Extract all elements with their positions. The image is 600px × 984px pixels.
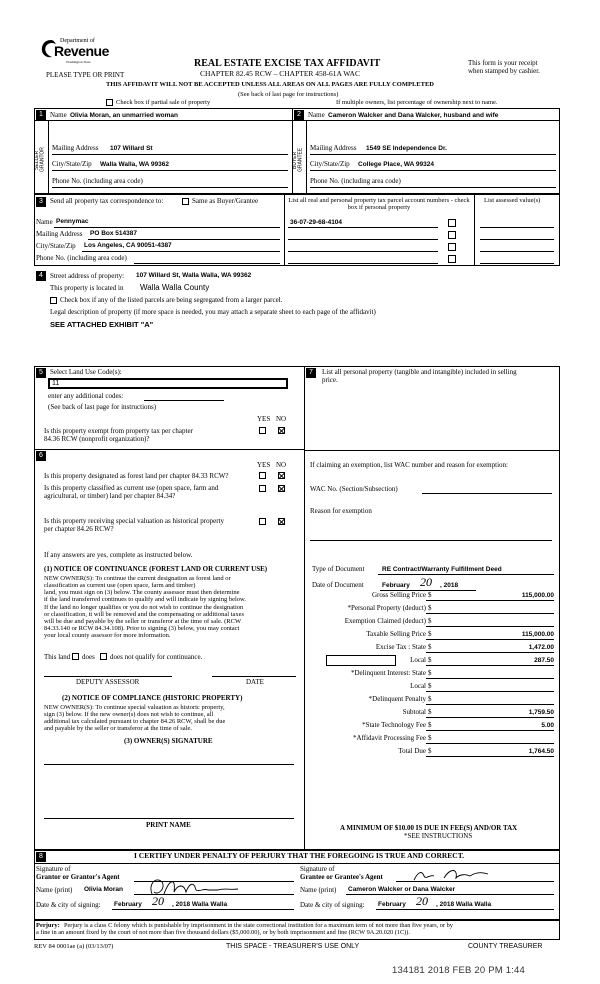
grantor-name[interactable]: Olivia Moran [84,886,124,893]
seller-city-label: City/State/Zip [52,160,92,168]
tax-row-line [426,652,554,653]
logo-subtitle: Washington State [66,60,91,64]
notice-continuance-body: NEW OWNER(S): To continue the current designation as forest land or classification as current use (open space, farm and timber) land, you must sign on (3) below. The county assessor must then determine if the land transferred continues to qualify and will indicate by signing below. If the land no longer qualifies or you do not wish to continue the designation or classification, it will be removed and the compensating or additional taxes will be due and payable by the seller or transferor at the time of sale. (RCW 84.33.140 or RCW 84.34.108). Prior to signing (3) below, you may contact your local county assessor for more information. [44,575,246,640]
forest-land-question: Is this property designated as forest land per chapter 84.33 RCW? [44,472,229,480]
minimum-fee-note: A MINIMUM OF $10.00 IS DUE IN FEE(S) AND/OR TAX [340,824,518,832]
parcel-personal-checkbox-4[interactable] [448,255,456,263]
tax-row-line [426,691,554,692]
segregated-checkbox[interactable] [50,297,57,304]
grantee-sig-label: Signature of [300,865,335,873]
no-header-6: NO [276,461,287,469]
tax-row-line [426,717,554,718]
doc-date-label: Date of Document [312,581,364,589]
tax-row-label: Gross Selling Price [371,591,426,599]
grantor-date-year-city[interactable]: , 2018 Walla Walla [172,901,228,908]
doc-date-year[interactable]: , 2018 [440,581,459,589]
land-use-see-back: (See back of last page for instructions) [48,403,157,411]
current-use-question: Is this property classified as current use (open space, farm and agricultural, or timber) land per chapter 84.34? [44,484,219,500]
tax-row-label: *Affidavit Processing Fee [353,734,426,742]
tax-row-value[interactable]: 1,472.00 [528,643,554,651]
buyer-address-label: Mailing Address [310,144,357,152]
county-treasurer: COUNTY TREASURER [468,943,543,950]
parcel-personal-checkbox-2[interactable] [448,231,456,239]
seller-side-label: SELLER GRANTOR [34,147,46,173]
tax-row-dollar: $ [428,734,432,742]
land-use-label: Select Land Use Code(s): [50,368,122,376]
see-back: (See back of last page for instructions) [238,91,339,98]
partial-sale-label: Check box if partial sale of property [116,99,211,106]
send-name[interactable]: Pennymac [56,218,89,225]
section-8-number: 8 [36,852,46,862]
tax-row-line [426,678,554,679]
tax-row-line [426,665,554,666]
tax-row-dollar: $ [428,617,432,625]
section-2-number: 2 [294,110,304,120]
tax-row-label: Exemption Claimed (deduct) [344,617,426,625]
send-address-label: Mailing Address [36,230,83,238]
street-address-label: Street address of property: [50,272,125,280]
form-chapter: CHAPTER 82.45 RCW – CHAPTER 458-61A WAC [200,69,360,78]
tax-row-dollar: $ [428,669,432,677]
current-use-yes-checkbox[interactable] [259,485,266,492]
grantor-sig-label-2: Grantor or Grantor's Agent [36,873,120,881]
revenue-logo [40,34,109,68]
forest-yes-checkbox[interactable] [259,472,266,479]
please-type: PLEASE TYPE OR PRINT [46,71,125,79]
tax-row-dollar: $ [428,604,432,612]
section-4-number: 4 [36,271,46,281]
does-not-label: does not qualify for continuance. [110,653,203,661]
parcel-number[interactable]: 36-07-29-68-4104 [290,219,343,226]
yes-header-6: YES [257,461,271,469]
send-phone-label: Phone No. (including area code) [36,254,127,262]
notice-compliance-title: (2) NOTICE OF COMPLIANCE (HISTORIC PROPERTY) [62,694,243,702]
tax-row-dollar: $ [428,721,432,729]
send-city[interactable]: Los Angeles, CA 90051-4387 [84,242,172,249]
logo-word: Revenue [54,43,109,59]
treasurer-space: THIS SPACE - TREASURER'S USE ONLY [226,943,360,950]
owner-signature-label: (3) OWNER(S) SIGNATURE [124,737,213,745]
deputy-date-label: DATE [246,678,264,686]
tax-row-dollar: $ [428,591,432,599]
seller-address[interactable]: 107 Willard St [110,144,153,152]
segregated-label: Check box if any of the listed parcels are being segregated from a larger parcel. [60,296,283,304]
land-use-code: 11 [52,379,60,387]
notice-compliance-body: NEW OWNER(S): To continue special valuation as historic property, sign (3) below. If the new owner(s) does not wish to continue, all additional tax calculated pursuant to chapter 84.26 RCW, shall be due and payable by the seller or transferor at the time of sale. [44,704,226,733]
if-yes-instruction: If any answers are yes, complete as instructed below. [44,551,193,559]
tax-row-line [426,600,554,601]
form-warning: THIS AFFIDAVIT WILL NOT BE ACCEPTED UNLESS ALL AREAS ON ALL PAGES ARE FULLY COMPLETED [106,81,434,88]
section-3-number: 3 [36,197,46,207]
grantee-date-day[interactable]: 20 [416,894,428,908]
same-as-buyer-checkbox[interactable] [182,198,189,205]
does-label: does [82,653,95,661]
recording-stamp: 134181 2018 FEB 20 PM 1:44 [392,965,526,976]
exempt-yes-checkbox[interactable] [259,427,266,434]
grantee-name[interactable]: Cameron Walcker or Dana Walcker [348,886,456,893]
seller-name[interactable]: Olivia Moran, an unmarried woman [70,111,178,119]
logo-department: Department of [60,38,95,44]
tax-row-line [426,613,554,614]
tax-row-dollar: $ [428,747,432,755]
tax-row-label: *Delinquent Interest: State [350,669,426,677]
buyer-city-label: City/State/Zip [310,160,350,168]
seller-city[interactable]: Walla Walla, WA 99362 [100,160,169,168]
tax-row-dollar: $ [428,656,432,664]
tax-row-label: Total Due [398,747,426,755]
does-checkbox[interactable] [72,653,79,660]
yes-header-5: YES [257,415,271,423]
print-name-label: PRINT NAME [146,821,191,829]
tax-row-dollar: $ [428,682,432,690]
land-use-field[interactable] [48,378,288,389]
deputy-assessor-label: DEPUTY ASSESSOR [76,678,140,686]
tax-row-label: Excise Tax : State [375,643,426,651]
tax-rows [304,592,560,762]
doc-date-day[interactable]: 20 [420,575,432,589]
section-7-number: 7 [306,368,316,378]
tax-row-dollar: $ [428,630,432,638]
assessed-header: List assessed value(s) [484,197,541,204]
grantee-name-label: Name (print) [300,886,337,894]
wac-label: WAC No. (Section/Subsection) [310,485,398,493]
tax-row-line [426,730,554,731]
buyer-side-label: BUYER GRANTEE [292,147,304,173]
tax-row-label: Local [410,682,426,690]
doc-type-label: Type of Document [312,565,365,573]
buyer-name[interactable]: Cameron Walcker and Dana Walcker, husband and wife [328,111,499,119]
historic-question: Is this property receiving special valuation as historical property per chapter 84.26 RCW? [44,517,225,533]
buyer-name-label: Name [308,111,325,119]
no-header-5: NO [276,415,287,423]
send-name-label: Name [36,218,53,226]
does-not-checkbox[interactable] [100,653,107,660]
buyer-phone-label: Phone No. (including area code) [310,177,401,185]
certify-statement: I CERTIFY UNDER PENALTY OF PERJURY THAT THE FOREGOING IS TRUE AND CORRECT. [134,851,465,860]
receipt-note: This form is your receipt when stamped by cashier. [468,59,540,75]
send-correspondence-label: Send all property tax correspondence to: [50,197,164,205]
send-city-label: City/State/Zip [36,242,76,250]
reason-label: Reason for exemption [310,507,372,515]
this-land-label: This land [44,653,71,661]
tax-row-label: Subtotal [402,708,426,716]
personal-property-label: List all personal property (tangible and intangible) included in selling price. [322,368,517,384]
section-6-number: 6 [36,451,46,461]
grantee-date-year-city[interactable]: , 2018 Walla Walla [436,901,492,908]
section-5-number: 5 [36,368,46,378]
seller-phone-label: Phone No. (including area code) [52,177,143,185]
forest-no-checkbox[interactable] [278,472,285,479]
seller-address-label: Mailing Address [52,144,99,152]
tax-row-dollar: $ [428,695,432,703]
grantee-sig-label-2: Grantee or Grantee's Agent [300,873,383,881]
seller-name-label: Name [50,111,67,119]
tax-row-label: *Delinquent Penalty [368,695,426,703]
grantee-date-label: Date & city of signing: [300,901,365,909]
exempt-question: Is this property exempt from property tax per chapter 84.36 RCW (nonprofit organization)? [44,427,193,443]
tax-row-value[interactable]: 1,759.50 [528,708,554,716]
historic-yes-checkbox[interactable] [259,518,266,525]
grantor-date-day[interactable]: 20 [152,894,164,908]
parcel-personal-checkbox-1[interactable] [448,219,456,227]
section-1-number: 1 [36,110,46,120]
same-as-buyer-label: Same as Buyer/Grantee [192,197,259,205]
perjury-text: Perjury is a class C felony which is punishable by imprisonment in the state correctional institution for a maximum term of not more than five years, or by a fine in an amount fixed by the court of not more than five thousand dollars ($5,000.00), or by both imprisonment and fine (RCW 9A.20.020 (1C)). [36,922,453,937]
current-use-no-checkbox[interactable] [278,485,285,492]
doc-type[interactable]: RE Contract/Warranty Fulfillment Deed [382,565,502,573]
exemption-claim-label: If claiming an exemption, list WAC number and reason for exemption: [310,461,508,469]
tax-row-label: Taxable Selling Price [366,630,426,638]
grantor-date-month[interactable]: February [114,901,142,908]
tax-row-line [426,756,554,757]
send-address[interactable]: PO Box 514387 [90,230,137,237]
notice-continuance-title: (1) NOTICE OF CONTINUANCE (FOREST LAND OR CURRENT USE) [44,565,268,573]
grantor-sig-label: Signature of [36,865,71,873]
buyer-address[interactable]: 1549 SE Independence Dr. [366,144,447,152]
local-rate-box[interactable] [326,655,396,666]
buyer-city[interactable]: College Place, WA 99324 [358,160,434,168]
exempt-no-checkbox[interactable] [278,427,285,434]
tax-row-line [426,626,554,627]
exhibit-reference[interactable]: SEE ATTACHED EXHIBIT "A" [50,320,154,329]
tax-row-label: Local [410,656,426,664]
tax-row-dollar: $ [428,643,432,651]
rev-number: REV 84 0001ae (a) (03/13/07) [34,943,114,950]
legal-description-label: Legal description of property (if more space is needed, you may attach a separate sheet to each page of the affidavit) [50,308,376,316]
tax-row-value[interactable]: 115,000.00 [521,630,554,638]
tax-row-label: *State Technology Fee [362,721,426,729]
parcel-header: List all real and personal property tax parcel account numbers - check box if personal property [288,197,470,212]
street-address[interactable]: 107 Willard St, Walla Walla, WA 99362 [136,272,252,279]
grantor-date-label: Date & city of signing: [36,901,101,909]
tax-row-line [426,639,554,640]
tax-row-value[interactable]: 115,000.00 [521,591,554,599]
tax-row-value[interactable]: 287.50 [534,656,554,664]
tax-row-value[interactable]: 1,764.50 [528,747,554,755]
see-instructions: *SEE INSTRUCTIONS [404,832,473,840]
located-county[interactable]: Walla Walla County [140,283,210,292]
form-title: REAL ESTATE EXCISE TAX AFFIDAVIT [194,58,381,69]
multiple-owners-note: If multiple owners, list percentage of ownership next to name. [336,99,498,106]
partial-sale-checkbox[interactable] [106,99,113,106]
additional-codes-label: enter any additional codes: [48,392,124,400]
tax-row-line [426,743,554,744]
tax-row-label: *Personal Property (deduct) [347,604,426,612]
tax-row-dollar: $ [428,708,432,716]
tax-row-line [426,704,554,705]
tax-row-value[interactable]: 5.00 [541,721,554,729]
grantee-date-month[interactable]: February [378,901,406,908]
doc-date-month[interactable]: February [382,581,410,589]
parcel-personal-checkbox-3[interactable] [448,243,456,251]
located-label: This property is located in [50,284,124,292]
historic-no-checkbox[interactable] [278,518,285,525]
grantor-name-label: Name (print) [36,886,73,894]
perjury-label: Perjury: [36,922,60,929]
